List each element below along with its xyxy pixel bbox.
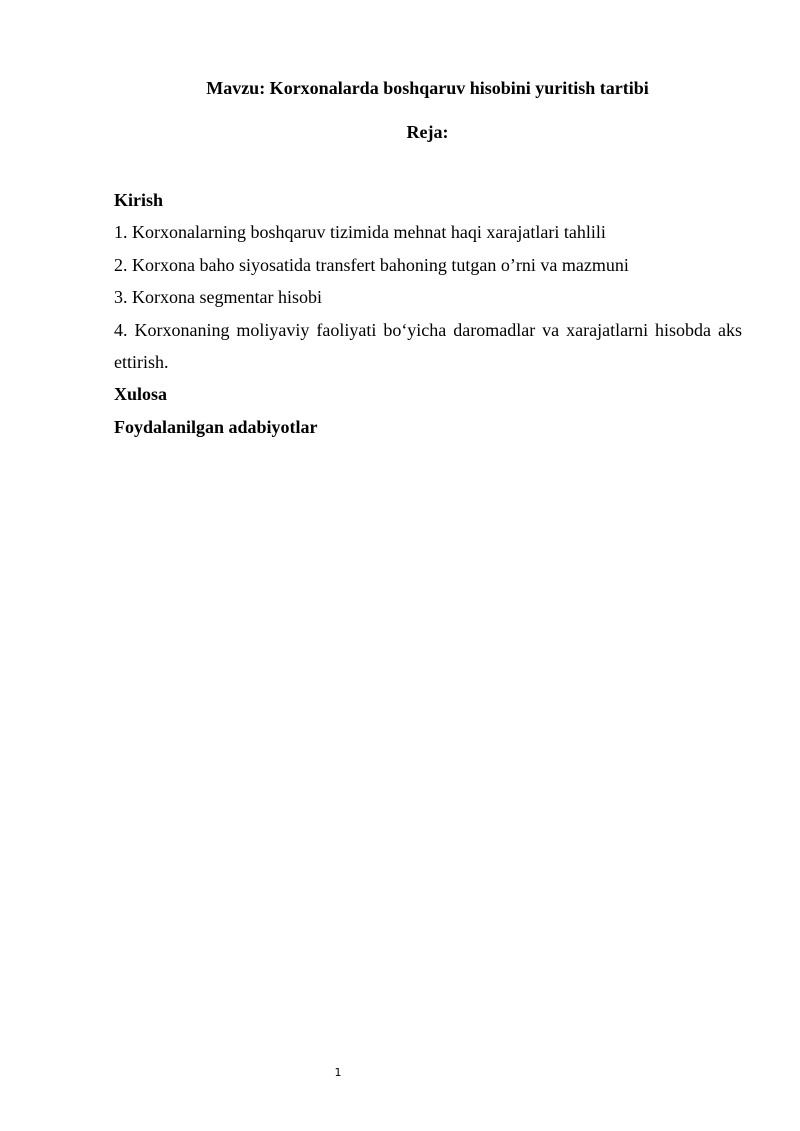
- page-number: 1: [334, 1066, 342, 1079]
- references-heading: Foydalanilgan adabiyotlar: [114, 416, 318, 437]
- document-title: Mavzu: Korxonalarda boshqaruv hisobini yuritish tartibi: [206, 78, 649, 98]
- plan-item-2: 2. Korxona baho siyosatida transfert bahoning tutgan o’rni va mazmuni: [114, 254, 629, 275]
- plan-content: [114, 184, 742, 443]
- plan-item-4: 4. Korxonaning moliyaviy faoliyati bo‘yicha daromadlar va xarajatlarni hisobda aks ettirish.: [114, 319, 742, 373]
- plan-heading: Reja:: [406, 122, 449, 142]
- intro-heading: Kirish: [114, 190, 164, 210]
- plan-item-3: 3. Korxona segmentar hisobi: [114, 287, 322, 308]
- conclusion-heading: Xulosa: [114, 384, 168, 405]
- plan-item-1: 1. Korxonalarning boshqaruv tizimida mehnat haqi xarajatlari tahlili: [114, 222, 606, 243]
